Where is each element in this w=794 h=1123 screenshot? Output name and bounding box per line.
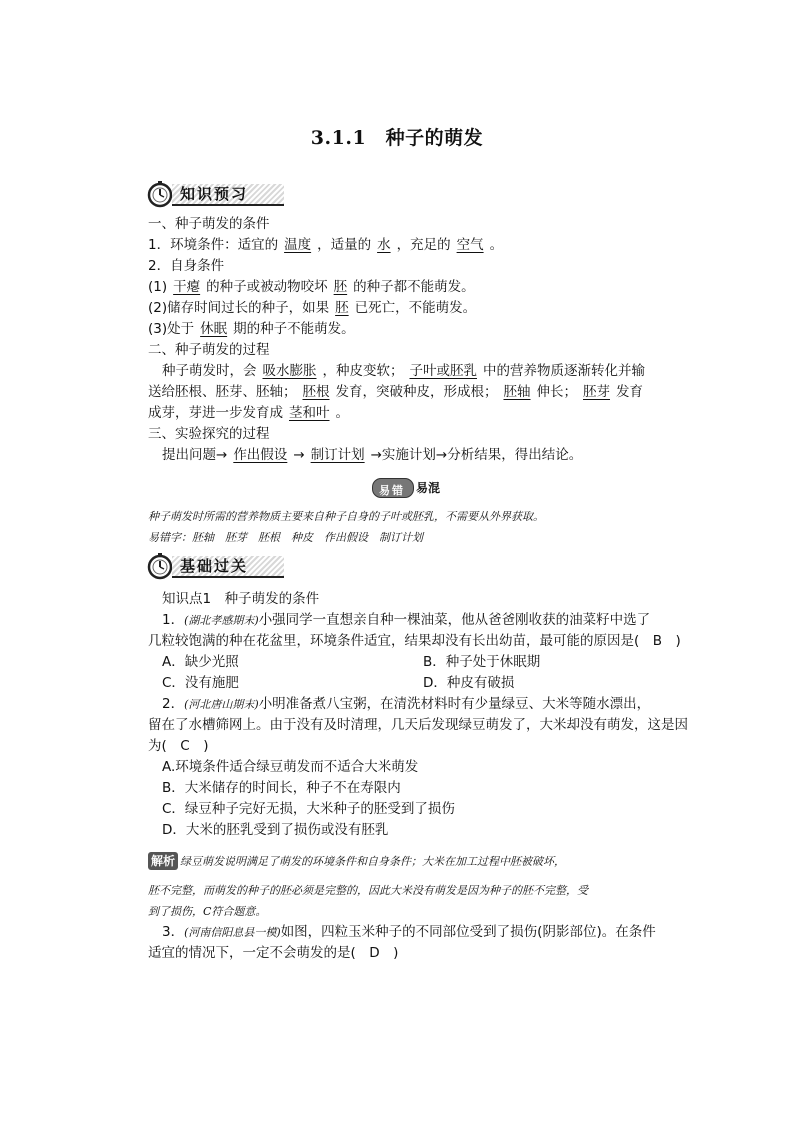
answer-blank: 温度: [284, 237, 312, 253]
text: 绿豆萌发说明满足了萌发的环境条件和自身条件；大米在加工过程中胚被破坏，: [180, 855, 566, 868]
text: 成芽，芽进一步发育成: [148, 405, 283, 421]
text: 提出问题→: [162, 447, 228, 463]
text-env-conditions: [148, 235, 503, 255]
question-source: (湖北孝感期末): [184, 614, 259, 627]
text: 已死亡，不能萌发。: [354, 300, 477, 316]
text: →实施计划→分析结果，得出结论。: [370, 447, 583, 463]
text: →: [293, 447, 305, 463]
text-process-1: [162, 361, 645, 381]
answer-blank: 制订计划: [310, 447, 365, 463]
answer-blank: 作出假设: [233, 447, 288, 463]
text: 期的种子不能萌发。: [233, 321, 355, 337]
analysis-line-3: 到了损伤，C符合题意。: [148, 905, 267, 918]
answer-blank: 吸水膨胀: [262, 363, 317, 379]
question-2-line-2: 留在了水槽筛网上。由于没有及时清理，几天后发现绿豆萌发了，大米却没有萌发，这是因: [148, 717, 688, 733]
text: 1．环境条件：适宜的: [148, 237, 279, 253]
text: ，种皮变软；: [322, 363, 404, 379]
tip-label: 易混: [416, 481, 441, 495]
option-1-a: A．缺少光照: [162, 654, 239, 670]
answer-blank: 胚: [335, 300, 349, 316]
question-number: 2．: [162, 696, 185, 712]
answer-blank: 胚: [333, 279, 348, 295]
section-banner: [172, 184, 284, 206]
text: 的种子都不能萌发。: [353, 279, 475, 295]
heading-conditions: 一、种子萌发的条件: [148, 216, 270, 232]
analysis-line-2: 胚不完整，而萌发的种子的胚必须是完整的，因此大米没有萌发是因为种子的胚不完整，受: [148, 884, 588, 897]
stopwatch-icon: [146, 180, 174, 208]
text: 如图，四粒玉米种子的不同部位受到了损伤(阴影部位)。在条件: [280, 924, 656, 940]
answer-blank: 茎和叶: [289, 405, 330, 421]
answer-blank: 干瘪: [173, 279, 201, 295]
section-title: 基础过关: [180, 557, 249, 575]
text: 小强同学一直想亲自种一棵油菜，他从爸爸刚收获的油菜籽中选了: [258, 612, 651, 628]
text: (2)储存时间过长的种子，如果: [148, 300, 330, 316]
answer-blank: 胚轴: [503, 384, 531, 400]
answer-blank: 胚芽: [583, 384, 610, 400]
tip-badge: [372, 478, 414, 498]
section-title: 知识预习: [180, 185, 249, 203]
heading-experiment: 三、实验探究的过程: [148, 426, 270, 442]
text: 。: [489, 237, 504, 253]
analysis-line-1: [148, 852, 565, 871]
text-self-conditions: 2．自身条件: [148, 258, 225, 274]
text-experiment: [162, 445, 582, 465]
question-2-line-3: 为( C ): [148, 738, 209, 754]
answer-blank: 空气: [456, 237, 484, 253]
answer-blank: 胚根: [302, 384, 330, 400]
answer-blank: 水: [377, 237, 391, 253]
option-2-c: C．绿豆种子完好无损，大米种子的胚受到了损伤: [162, 801, 455, 817]
text-process-3: [148, 403, 349, 423]
text: 。: [335, 405, 349, 421]
text: 发育，突破种皮，形成根；: [335, 384, 498, 400]
text: 伸长；: [536, 384, 577, 400]
option-1-d: D．种皮有破损: [423, 675, 515, 691]
analysis-badge: 解析: [148, 852, 178, 870]
text: 中的营养物质逐渐转化并输: [483, 363, 645, 379]
text: 的种子或被动物咬坏: [206, 279, 328, 295]
question-3-line-1: [162, 922, 656, 943]
text-self-1: [148, 277, 475, 297]
heading-process: 二、种子萌发的过程: [148, 342, 270, 358]
section-banner: [172, 556, 284, 578]
question-1-line-2: 几粒较饱满的种在花盆里，环境条件适宜，结果却没有长出幼苗，最可能的原因是( B ): [148, 633, 681, 649]
answer-blank: 子叶或胚乳: [409, 363, 477, 379]
text-self-2: [148, 298, 476, 318]
tip-text-1: 种子萌发时所需的营养物质主要来自种子自身的子叶或胚乳，不需要从外界获取。: [148, 510, 544, 523]
section-header-basic: [146, 552, 296, 584]
tip-badge-text: 易错: [379, 484, 405, 497]
question-source: (河北唐山期末): [184, 698, 259, 711]
text: 小明准备煮八宝粥，在清洗材料时有少量绿豆、大米等随水漂出，: [258, 696, 651, 712]
text: (1): [148, 279, 168, 295]
question-3-line-2: 适宜的情况下，一定不会萌发的是( D ): [148, 945, 399, 961]
option-1-b: B．种子处于休眠期: [423, 654, 541, 670]
page-title: 3.1.1 种子的萌发: [310, 127, 484, 149]
text-process-2: [148, 382, 643, 402]
stopwatch-icon: [146, 552, 174, 580]
question-number: 3．: [162, 924, 185, 940]
text: 种子萌发时，会: [162, 363, 257, 379]
tip-text-2: 易错字：胚轴 胚芽 胚根 种皮 作出假设 制订计划: [148, 531, 423, 544]
tip-header: [372, 478, 452, 498]
section-header-preview: [146, 180, 296, 212]
text-self-3: [148, 319, 355, 339]
answer-blank: 休眠: [200, 321, 228, 337]
question-1-line-1: [162, 610, 650, 631]
option-2-a: A.环境条件适合绿豆萌发而不适合大米萌发: [162, 759, 419, 775]
text: (3)处于: [148, 321, 195, 337]
text: ，适量的: [317, 237, 372, 253]
question-2-line-1: [162, 694, 650, 715]
knowledge-point: 知识点1 种子萌发的条件: [162, 591, 320, 607]
text: 发育: [616, 384, 643, 400]
text: ，充足的: [396, 237, 451, 253]
option-2-d: D．大米的胚乳受到了损伤或没有胚乳: [162, 822, 389, 838]
question-source: (河南信阳息县一模): [184, 926, 281, 939]
text: 送给胚根、胚芽、胚轴；: [148, 384, 297, 400]
option-1-c: C．没有施肥: [162, 675, 239, 691]
question-number: 1．: [162, 612, 185, 628]
option-2-b: B．大米储存的时间长，种子不在寿限内: [162, 780, 401, 796]
